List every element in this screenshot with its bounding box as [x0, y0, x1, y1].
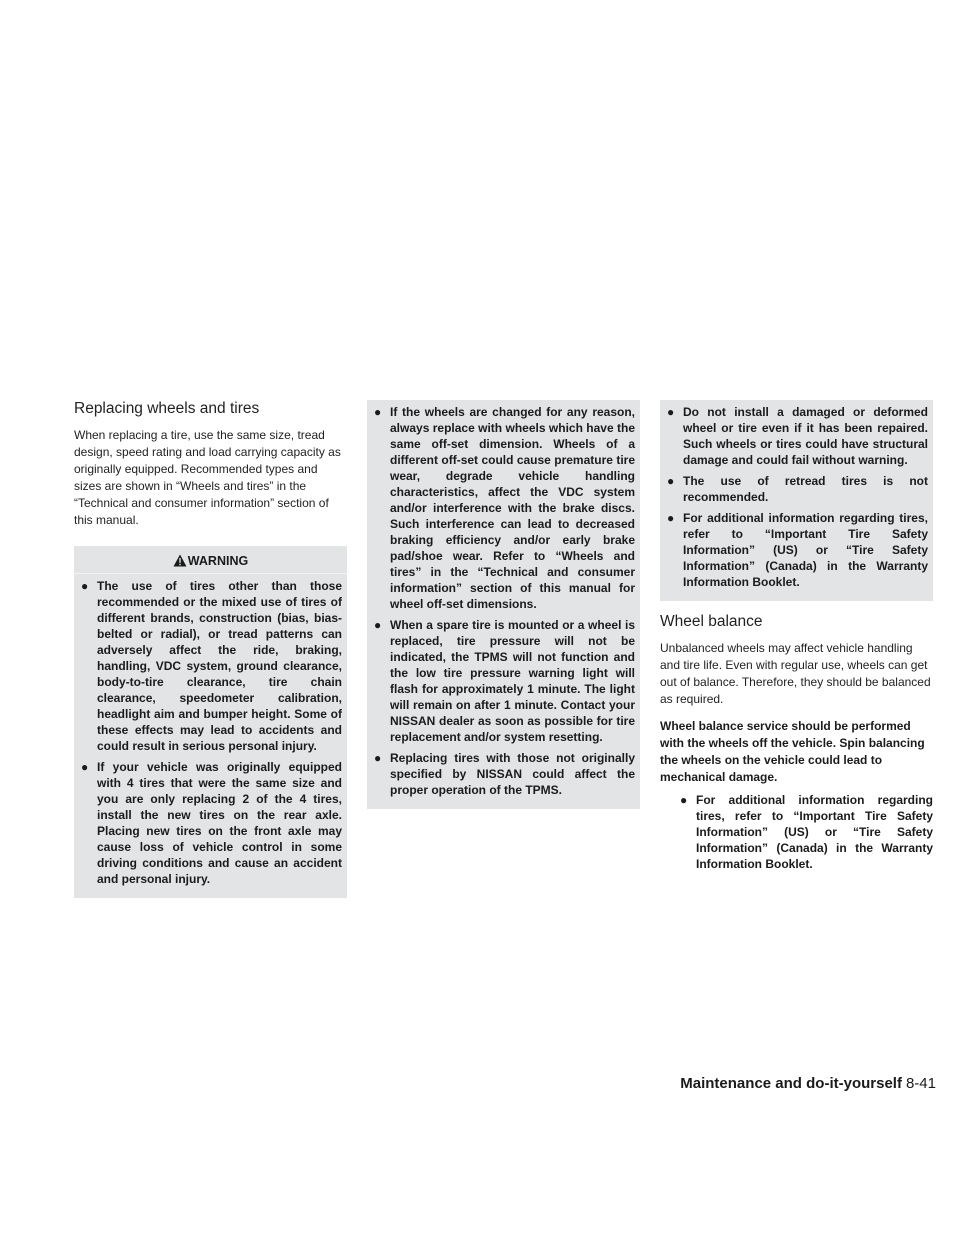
bullet-icon: ●: [667, 511, 675, 525]
list-item: ● For additional information regarding tires, refer to “Important Tire Safety Information” (US) or “Tire Safety Information” (Canada) in the Warranty Information Booklet.: [680, 793, 933, 871]
list-item: ● The use of tires other than those recommended or the mixed use of tires of different brands, construction (bias, bias-belted or radial), or tread patterns can adversely affect the ride, braking, handling, VDC system, ground clearance, body-to-tire clearance, tire chain clearance, speedometer calibration, headlight aim and bumper height. Some of these effects may lead to accidents and could result in serious personal injury.: [81, 579, 342, 753]
warning-list: [79, 578, 342, 887]
list-item: ● For additional information regarding tires, refer to “Important Tire Safety Information” (US) or “Tire Safety Information” (Canada) in the Warranty Information Booklet.: [667, 511, 928, 589]
bullet-icon: ●: [81, 760, 89, 774]
warning-list: [372, 404, 635, 798]
warning-box-continued: [367, 400, 640, 809]
wheel-balance-paragraph: Unbalanced wheels may affect vehicle handling and tire life. Even with regular use, wheels can get out of balance. Therefore, they should be balanced as required.: [660, 641, 931, 706]
warning-triangle-icon: [173, 554, 187, 567]
column-1: [74, 400, 347, 898]
list-item: ● Replacing tires with those not originally specified by NISSAN could affect the proper operation of the TPMS.: [374, 751, 635, 797]
footer-section-title: Maintenance and do-it-yourself: [680, 1075, 902, 1092]
warning-header: [74, 550, 347, 574]
warning-list: [665, 404, 928, 590]
column-2: [367, 400, 640, 809]
list-item: ● If the wheels are changed for any reason, always replace with wheels which have the same off-set dimension. Wheels of a different off-set could cause premature tire wear, degrade vehicle handling characteristics, affect the VDC system and/or interference with the brake discs. Such interference can lead to decreased braking efficiency and/or early brake pad/shoe wear. Refer to “Wheels and tires” in the “Technical and consumer information” section of this manual for wheel off-set dimensions.: [374, 405, 635, 611]
warning-title: WARNING: [187, 554, 249, 568]
bullet-icon: ●: [667, 474, 675, 488]
bullet-icon: ●: [374, 751, 382, 765]
bullet-icon: ●: [374, 405, 382, 419]
bullet-icon: ●: [680, 793, 688, 807]
bullet-icon: ●: [81, 579, 89, 593]
page-number: 8-41: [905, 1075, 936, 1092]
list-item: ● The use of retread tires is not recommended.: [667, 474, 928, 504]
wheel-balance-service-note: Wheel balance service should be performed with the wheels off the vehicle. Spin balancing the wheels on the vehicle could lead to mechanical damage.: [660, 719, 925, 784]
warning-box-continued: [660, 400, 933, 601]
list-item: ● Do not install a damaged or deformed wheel or tire even if it has been repaired. Such wheels or tires could have structural damage and could fail without warning.: [667, 405, 928, 467]
page-footer: [680, 1075, 936, 1092]
section-heading-wheel-balance: Wheel balance: [660, 613, 763, 630]
bullet-icon: ●: [667, 405, 675, 419]
list-item: ● When a spare tire is mounted or a wheel is replaced, tire pressure will not be indicated, the TPMS will not function and the low tire pressure warning light will flash for approximately 1 minute. The light will remain on after 1 minute. Contact your NISSAN dealer as soon as possible for tire replacement and/or system resetting.: [374, 618, 635, 744]
intro-paragraph: When replacing a tire, use the same size, tread design, speed rating and load carrying capacity as originally equipped. Recommended types and sizes are shown in “Wheels and tires” in the “Technical and consumer information” section of this manual.: [74, 428, 341, 527]
wheel-balance-list: [660, 792, 933, 872]
section-heading-replacing-wheels: Replacing wheels and tires: [74, 400, 260, 417]
bullet-icon: ●: [374, 618, 382, 632]
list-item: ● If your vehicle was originally equipped with 4 tires that were the same size and you are only replacing 2 of the 4 tires, install the new tires on the rear axle. Placing new tires on the front axle may cause loss of vehicle control in some driving conditions and cause an accident and personal injury.: [81, 760, 342, 886]
warning-box: [74, 546, 347, 898]
column-3: [660, 400, 933, 877]
